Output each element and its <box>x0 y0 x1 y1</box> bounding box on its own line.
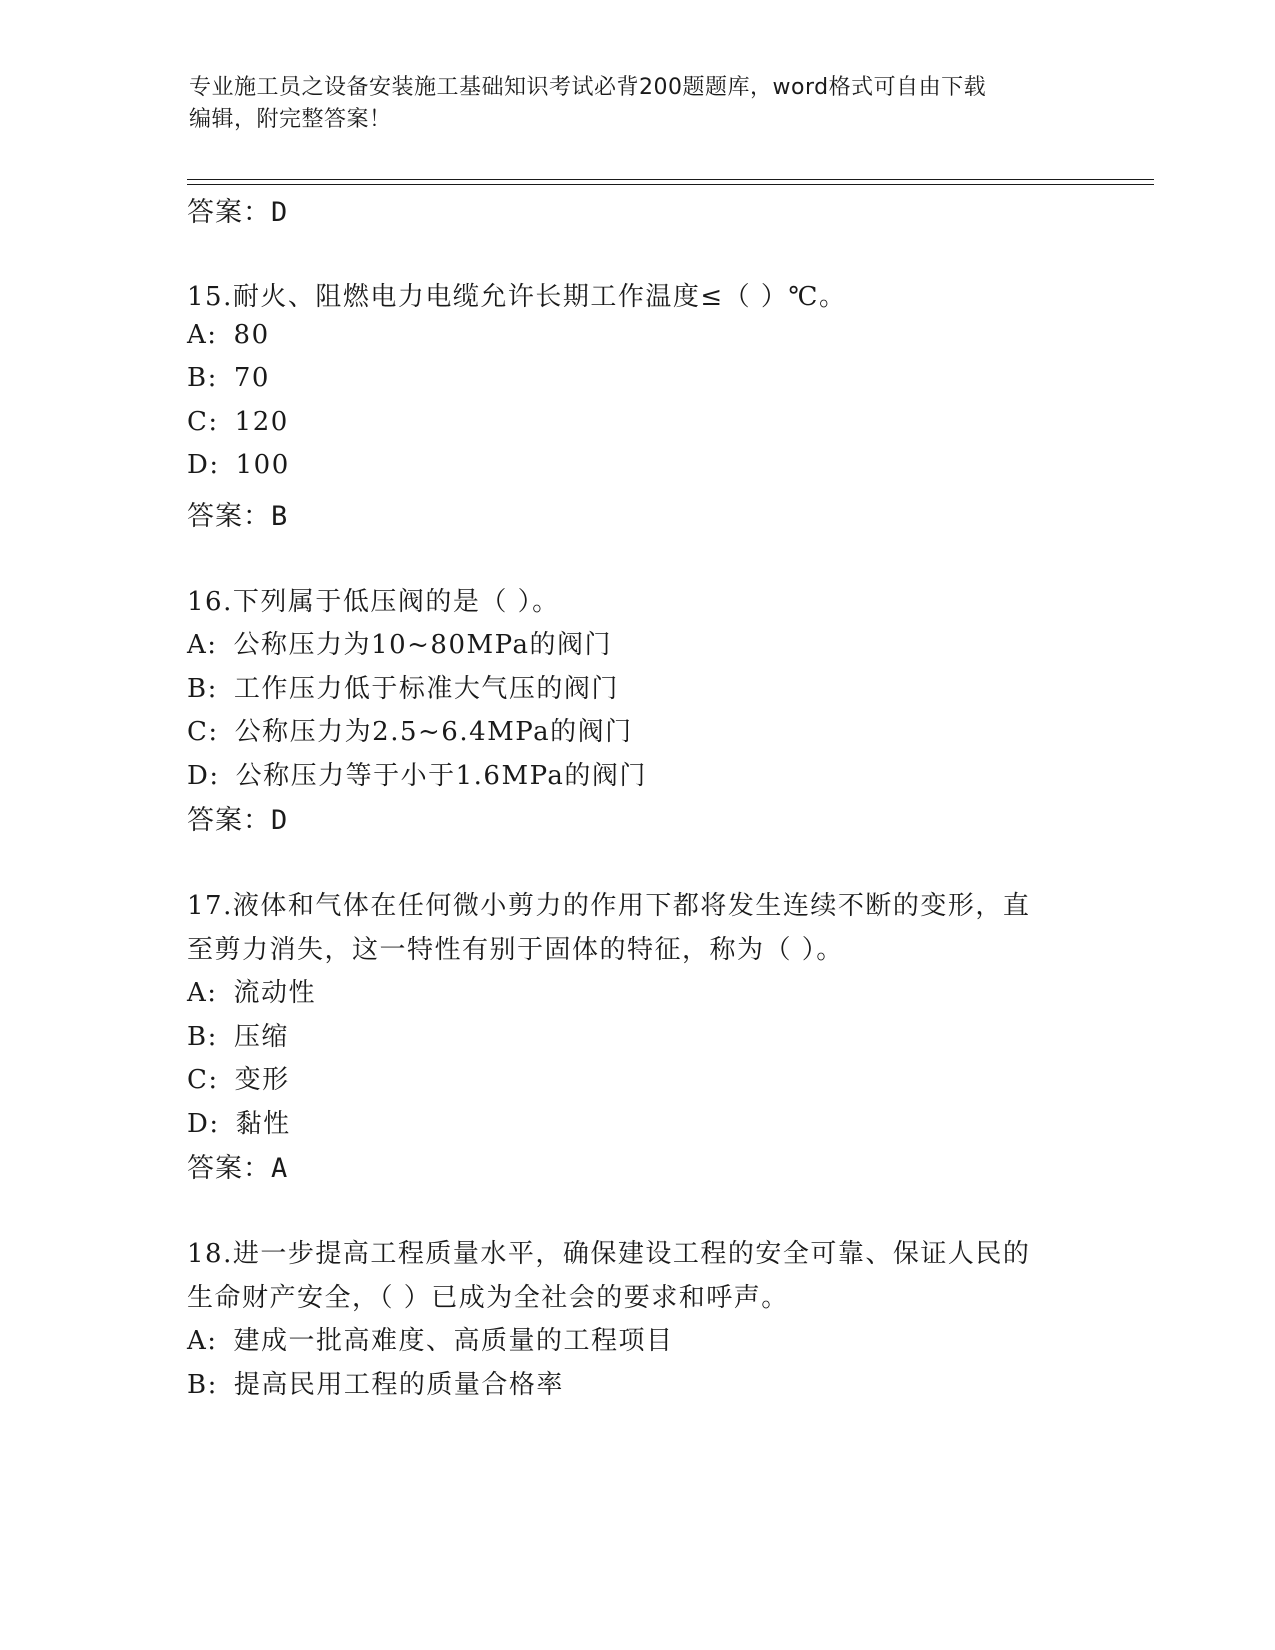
option-text: 120 <box>234 406 289 437</box>
previous-answer <box>187 190 288 229</box>
header-line-2: 编辑，附完整答案！ <box>189 107 392 132</box>
answer-option <box>187 668 619 705</box>
question-answer <box>187 494 288 533</box>
option-text: 压缩 <box>233 1021 289 1052</box>
option-text: 工作压力低于标准大气压的阀门 <box>233 673 619 704</box>
option-key: A: <box>187 319 218 350</box>
option-key: B: <box>187 1021 218 1052</box>
answer-option <box>187 450 290 480</box>
option-text: 变形 <box>234 1065 290 1095</box>
answer-label: 答案： <box>187 500 271 532</box>
option-text: 流动性 <box>233 978 317 1008</box>
answer-option <box>187 624 612 661</box>
answer-value: A <box>271 1153 289 1184</box>
option-text: 70 <box>233 363 270 393</box>
option-key: C: <box>187 1065 219 1095</box>
question-stem: 17.液体和气体在任何微小剪力的作用下都将发生连续不断的变形，直 <box>187 891 1031 921</box>
option-key: B: <box>187 363 218 393</box>
option-text: 80 <box>233 319 270 350</box>
question-answer <box>187 798 288 837</box>
answer-label: 答案： <box>187 197 271 228</box>
answer-option <box>187 1103 291 1140</box>
answer-label: 答案： <box>187 1153 271 1184</box>
question-stem: 至剪力消失，这一特性有别于固体的特征，称为（ ）。 <box>187 934 844 965</box>
option-key: A: <box>187 630 218 660</box>
question-stem: 18.进一步提高工程质量水平，确保建设工程的安全可靠、保证人民的 <box>187 1239 1031 1269</box>
header-divider-bottom <box>187 184 1154 185</box>
header-line-1: 专业施工员之设备安装施工基础知识考试必背200题题库，word格式可自由下载 <box>189 75 987 100</box>
option-text: 提高民用工程的质量合格率 <box>233 1369 564 1400</box>
option-key: A: <box>187 1326 218 1356</box>
answer-option <box>187 1320 674 1357</box>
question-stem: 16.下列属于低压阀的是（ ）。 <box>187 586 560 617</box>
question-answer <box>187 1146 288 1185</box>
option-text: 公称压力为2.5~6.4MPa的阀门 <box>234 717 633 747</box>
answer-option <box>187 711 633 748</box>
option-key: B: <box>187 673 218 704</box>
answer-value: D <box>271 805 289 836</box>
option-key: D: <box>187 760 220 791</box>
answer-option <box>187 1016 289 1053</box>
option-key: B: <box>187 1369 218 1400</box>
option-text: 建成一批高难度、高质量的工程项目 <box>233 1326 674 1356</box>
answer-option <box>187 1364 564 1401</box>
answer-option <box>187 407 289 437</box>
answer-option <box>187 320 270 350</box>
answer-option <box>187 972 316 1009</box>
answer-option <box>187 363 270 393</box>
option-key: D: <box>187 450 220 480</box>
question-stem: 生命财产安全，（ ）已成为全社会的要求和呼声。 <box>187 1282 789 1313</box>
option-key: C: <box>187 406 219 437</box>
answer-value: D <box>271 197 289 228</box>
option-key: D: <box>187 1108 220 1139</box>
option-key: C: <box>187 717 219 747</box>
answer-label: 答案： <box>187 805 271 836</box>
answer-option <box>187 755 647 792</box>
option-text: 公称压力等于小于1.6MPa的阀门 <box>235 760 647 791</box>
option-text: 100 <box>235 450 290 480</box>
document-header <box>189 72 1089 136</box>
question-stem: 15.耐火、阻燃电力电缆允许长期工作温度≤（ ）℃。 <box>187 282 847 312</box>
header-divider-top <box>187 179 1154 180</box>
answer-value: B <box>271 500 289 532</box>
answer-option <box>187 1059 290 1096</box>
option-text: 黏性 <box>235 1108 291 1139</box>
option-text: 公称压力为10~80MPa的阀门 <box>233 630 612 660</box>
option-key: A: <box>187 978 218 1008</box>
